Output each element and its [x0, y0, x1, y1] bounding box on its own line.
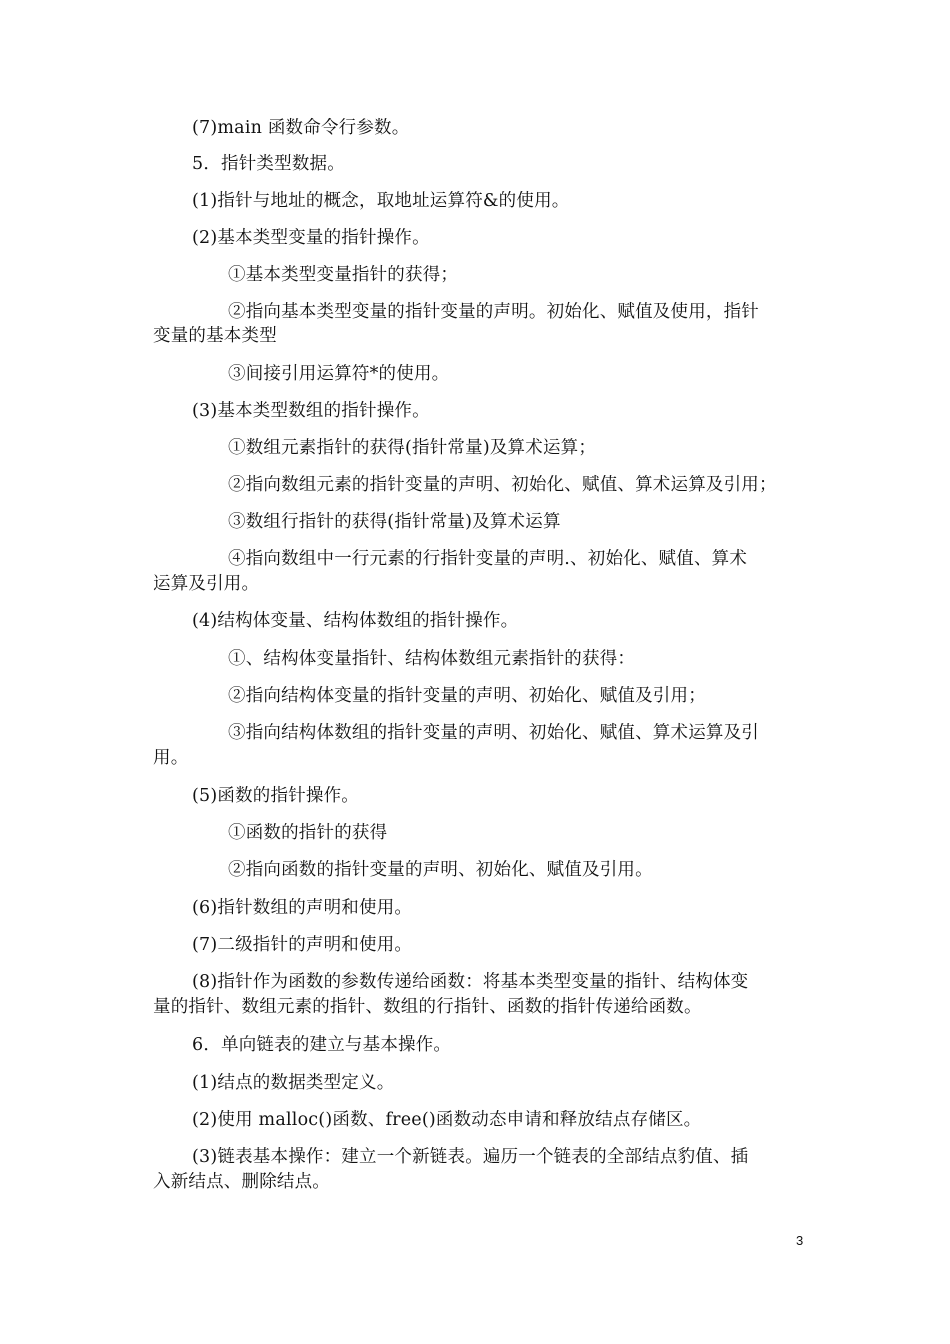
text-line-15: (4)结构体变量、结构体数组的指针操作。: [192, 611, 519, 631]
text-line-22: ②指向函数的指针变量的声明、初始化、赋值及引用。: [228, 860, 653, 880]
text-line-28: (1)结点的数据类型定义。: [192, 1073, 395, 1093]
text-line-17: ②指向结构体变量的指针变量的声明、初始化、赋值及引用；: [228, 686, 706, 706]
text-line-11: ②指向数组元素的指针变量的声明、初始化、赋值、算术运算及引用；: [228, 475, 777, 495]
text-line-18: ③指向结构体数组的指针变量的声明、初始化、赋值、算术运算及引: [228, 723, 759, 743]
text-line-9: (3)基本类型数组的指针操作。: [192, 401, 430, 421]
text-line-14: 运算及引用。: [153, 574, 260, 594]
text-line-21: ①函数的指针的获得: [228, 823, 388, 843]
text-line-6: ②指向基本类型变量的指针变量的声明。初始化、赋值及使用，指针: [228, 302, 759, 322]
text-line-31: 入新结点、删除结点。: [153, 1172, 330, 1192]
text-line-26: 量的指针、数组元素的指针、数组的行指针、函数的指针传递给函数。: [153, 997, 702, 1017]
text-line-7: 变量的基本类型: [153, 326, 277, 346]
text-line-25: (8)指针作为函数的参数传递给函数：将基本类型变量的指针、结构体变: [192, 972, 749, 992]
text-line-29: (2)使用 malloc()函数、free()函数动态申请和释放结点存储区。: [192, 1110, 702, 1130]
text-line-8: ③间接引用运算符*的使用。: [228, 364, 450, 384]
section-heading-6: 6．单向链表的建立与基本操作。: [192, 1035, 452, 1055]
text-line-5: ①基本类型变量指针的获得；: [228, 265, 459, 285]
text-line-12: ③数组行指针的获得(指针常量)及算术运算: [228, 512, 561, 532]
text-line-20: (5)函数的指针操作。: [192, 786, 359, 806]
text-line-24: (7)二级指针的声明和使用。: [192, 935, 413, 955]
text-line-16: ①、结构体变量指针、结构体数组元素指针的获得：: [228, 649, 636, 669]
text-line-23: (6)指针数组的声明和使用。: [192, 898, 413, 918]
text-line-10: ①数组元素指针的获得(指针常量)及算术运算；: [228, 438, 597, 458]
text-line-13: ④指向数组中一行元素的行指针变量的声明.、初始化、赋值、算术: [228, 549, 748, 569]
text-line-1: (7)main 函数命令行参数。: [192, 118, 410, 138]
page-number: 3: [796, 1233, 804, 1248]
section-heading-5: 5．指针类型数据。: [192, 154, 345, 174]
text-line-3: (1)指针与地址的概念，取地址运算符&的使用。: [192, 191, 570, 211]
text-line-19: 用。: [153, 748, 189, 768]
text-line-4: (2)基本类型变量的指针操作。: [192, 228, 430, 248]
text-line-30: (3)链表基本操作：建立一个新链表。遍历一个链表的全部结点豹值、插: [192, 1147, 749, 1167]
